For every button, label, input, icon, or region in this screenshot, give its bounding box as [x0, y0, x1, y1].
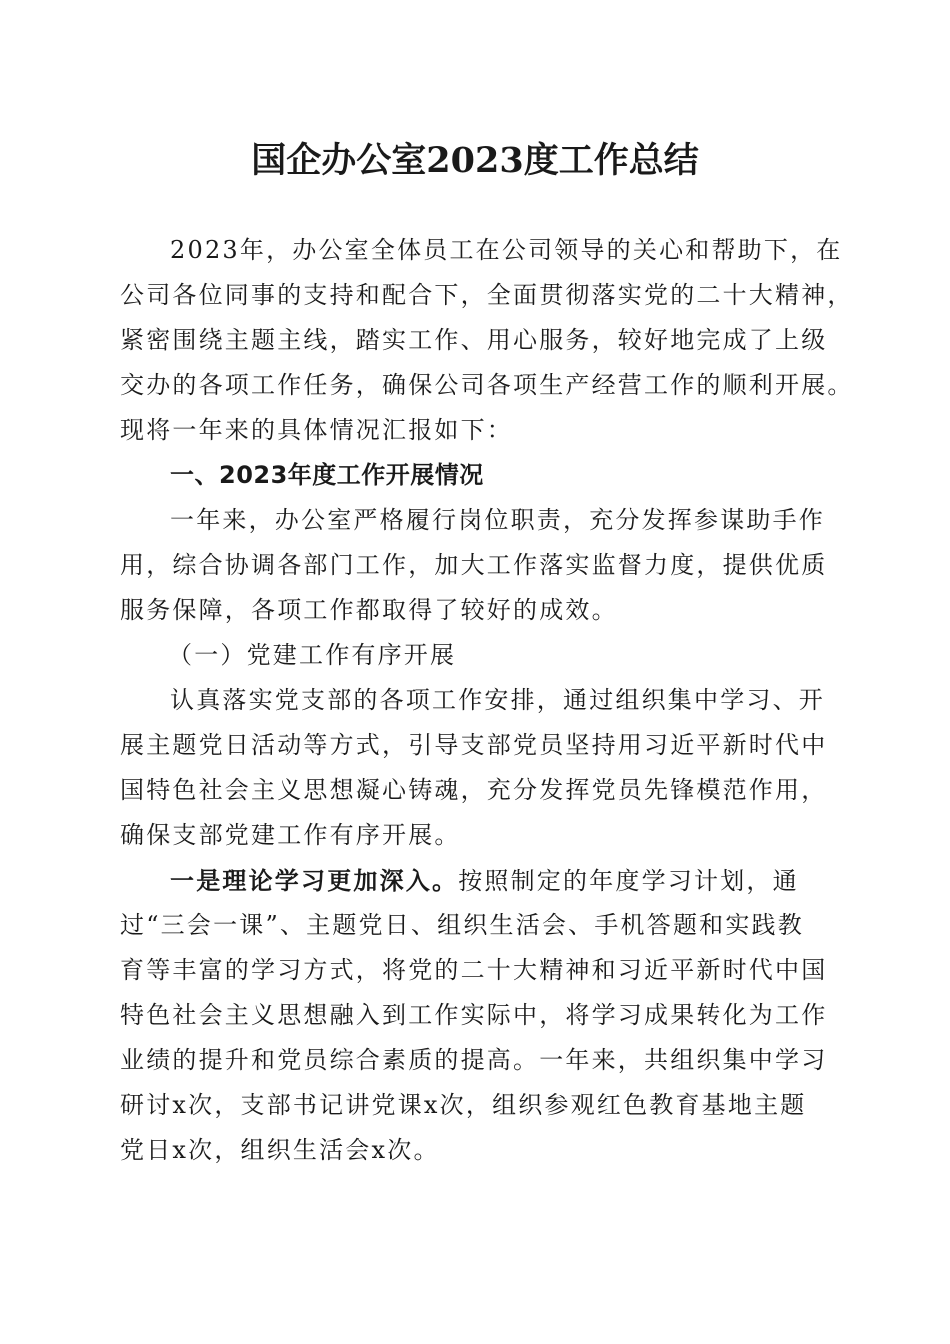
section-paragraph-line: 用，综合协调各部门工作，加大工作落实监督力度，提供优质: [120, 551, 828, 579]
section-paragraph-line: 一年来，办公室严格履行岗位职责，充分发挥参谋助手作: [170, 506, 825, 534]
intro-line: 现将一年来的具体情况汇报如下：: [120, 416, 513, 444]
point-paragraph-line: 特色社会主义思想融入到工作实际中，将学习成果转化为工作: [120, 1001, 828, 1029]
intro-line: 交办的各项工作任务，确保公司各项生产经营工作的顺利开展。: [120, 371, 854, 399]
point-paragraph-line: 业绩的提升和党员综合素质的提高。一年来，共组织集中学习: [120, 1046, 828, 1074]
subsection-paragraph-line: 认真落实党支部的各项工作安排，通过组织集中学习、开: [170, 686, 825, 714]
point-paragraph-line: 党日x次，组织生活会x次。: [120, 1136, 440, 1164]
point-paragraph-first-line: [120, 858, 835, 903]
point-paragraph-line: 过“三会一课”、主题党日、组织生活会、手机答题和实践教: [120, 911, 804, 939]
intro-line: 紧密围绕主题主线，踏实工作、用心服务，较好地完成了上级: [120, 326, 828, 354]
section-heading: 一、2023年度工作开展情况: [170, 461, 484, 489]
point-paragraph-line: 育等丰富的学习方式，将党的二十大精神和习近平新时代中国: [120, 956, 828, 984]
point-lead: 一是理论学习更加深入。: [170, 866, 459, 895]
subsection-paragraph-line: 国特色社会主义思想凝心铸魂，充分发挥党员先锋模范作用，: [120, 776, 828, 804]
document-title: 国企办公室2023度工作总结: [251, 140, 699, 181]
subsection-heading: （一）党建工作有序开展: [168, 641, 457, 669]
intro-line: 公司各位同事的支持和配合下，全面贯彻落实党的二十大精神，: [120, 281, 854, 309]
subsection-paragraph-line: 展主题党日活动等方式，引导支部党员坚持用习近平新时代中: [120, 731, 828, 759]
subsection-paragraph-line: 确保支部党建工作有序开展。: [120, 821, 461, 849]
section-paragraph-line: 服务保障，各项工作都取得了较好的成效。: [120, 596, 618, 624]
document-body: [120, 228, 854, 1173]
point-first-rest: 按照制定的年度学习计划，通: [458, 867, 799, 895]
intro-line: 2023年，办公室全体员工在公司领导的关心和帮助下，在: [170, 236, 843, 264]
point-paragraph-line: 研讨x次，支部书记讲党课x次，组织参观红色教育基地主题: [120, 1091, 807, 1119]
